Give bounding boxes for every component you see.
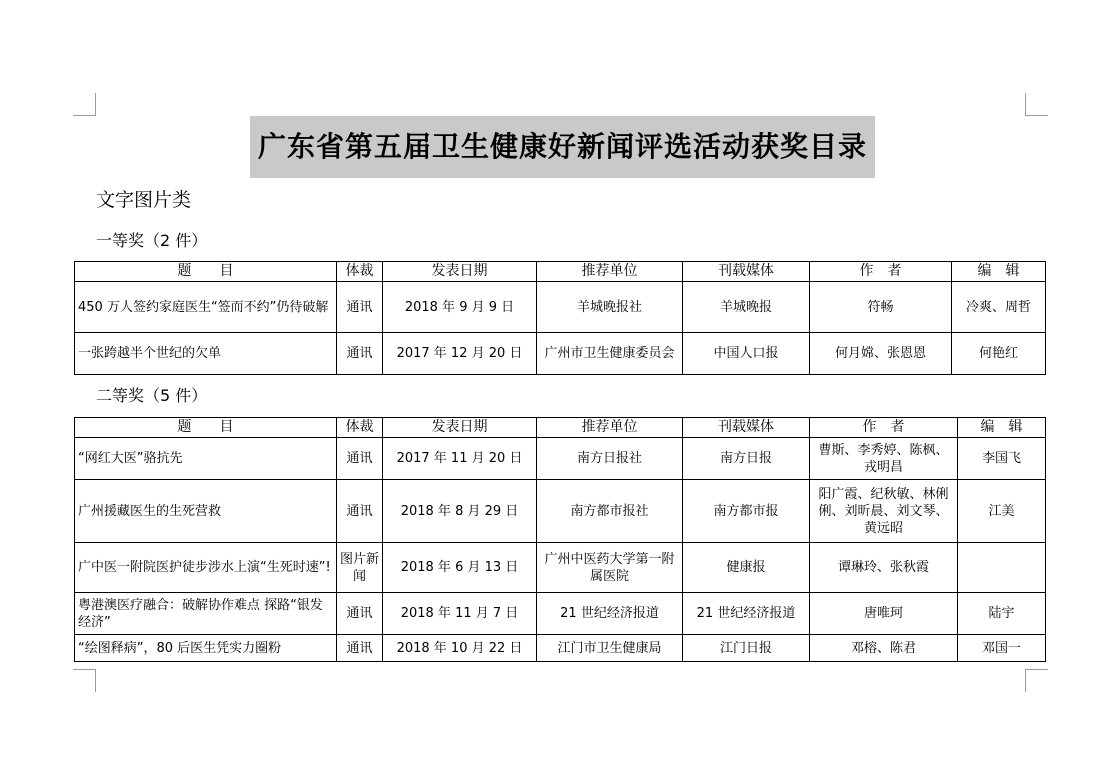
table-header-row [75,418,1046,438]
cell-unit: 广州市卫生健康委员会 [537,333,683,375]
page-corner-mark-top-left [73,93,96,116]
header-author: 作 者 [810,262,952,282]
cell-unit: 羊城晚报社 [537,282,683,333]
cell-author: 何月嫦、张恩恩 [810,333,952,375]
header-author: 作 者 [810,418,958,438]
header-editor: 编 辑 [958,418,1046,438]
header-genre: 体裁 [337,262,383,282]
cell-editor: 李国飞 [958,438,1046,480]
header-media: 刊载媒体 [683,418,810,438]
cell-media: 21 世纪经济报道 [683,593,810,635]
table-row [75,438,1046,480]
table-row [75,593,1046,635]
cell-author: 邓榕、陈君 [810,635,958,662]
header-unit: 推荐单位 [537,262,683,282]
cell-date: 2017 年 11 月 20 日 [383,438,537,480]
cell-author: 符畅 [810,282,952,333]
cell-author: 谭琳玲、张秋霞 [810,543,958,593]
cell-media: 中国人口报 [683,333,810,375]
table-row [75,333,1046,375]
cell-author: 阳广霞、纪秋敏、林俐俐、刘昕晨、刘文琴、黄远昭 [810,480,958,543]
table-row [75,543,1046,593]
cell-author: 唐唯珂 [810,593,958,635]
header-editor: 编 辑 [952,262,1046,282]
cell-date: 2018 年 8 月 29 日 [383,480,537,543]
table-row [75,282,1046,333]
cell-genre: 图片新闻 [337,543,383,593]
cell-editor: 江美 [958,480,1046,543]
header-title: 题 目 [75,418,337,438]
second-prize-heading: 二等奖（5 件） [96,386,208,405]
cell-title: 广州援藏医生的生死营救 [75,480,337,543]
cell-genre: 通讯 [337,480,383,543]
header-title: 题 目 [75,262,337,282]
cell-title: 广中医一附院医护徒步涉水上演“生死时速”! [75,543,337,593]
cell-title: 一张跨越半个世纪的欠单 [75,333,337,375]
cell-title: 粤港澳医疗融合：破解协作难点 探路“银发经济” [75,593,337,635]
second-prize-table [74,417,1046,662]
table-row [75,480,1046,543]
cell-title: 450 万人签约家庭医生“签而不约”仍待破解 [75,282,337,333]
header-date: 发表日期 [383,262,537,282]
header-date: 发表日期 [383,418,537,438]
cell-title: “网红大医”骆抗先 [75,438,337,480]
cell-unit: 广州中医药大学第一附属医院 [537,543,683,593]
cell-editor [958,543,1046,593]
header-genre: 体裁 [337,418,383,438]
cell-date: 2018 年 9 月 9 日 [383,282,537,333]
cell-unit: 21 世纪经济报道 [537,593,683,635]
cell-unit: 南方都市报社 [537,480,683,543]
cell-media: 南方日报 [683,438,810,480]
page-corner-mark-bottom-right [1025,669,1048,692]
cell-date: 2018 年 6 月 13 日 [383,543,537,593]
cell-media: 健康报 [683,543,810,593]
cell-editor: 邓国一 [958,635,1046,662]
section-heading: 文字图片类 [96,189,192,211]
first-prize-table [74,261,1046,375]
header-media: 刊载媒体 [683,262,810,282]
cell-unit: 南方日报社 [537,438,683,480]
cell-date: 2017 年 12 月 20 日 [383,333,537,375]
cell-genre: 通讯 [337,333,383,375]
page-corner-mark-bottom-left [73,669,96,692]
first-prize-heading: 一等奖（2 件） [96,231,208,250]
table-row [75,635,1046,662]
cell-title: “绘图释病”，80 后医生凭实力圈粉 [75,635,337,662]
cell-genre: 通讯 [337,438,383,480]
cell-editor: 陆宇 [958,593,1046,635]
cell-media: 南方都市报 [683,480,810,543]
cell-genre: 通讯 [337,593,383,635]
document-title: 广东省第五届卫生健康好新闻评选活动获奖目录 [250,116,875,178]
cell-genre: 通讯 [337,282,383,333]
cell-editor: 冷爽、周哲 [952,282,1046,333]
cell-date: 2018 年 11 月 7 日 [383,593,537,635]
cell-author: 曹斯、李秀婷、陈枫、戎明昌 [810,438,958,480]
cell-unit: 江门市卫生健康局 [537,635,683,662]
cell-genre: 通讯 [337,635,383,662]
page-corner-mark-top-right [1025,93,1048,116]
cell-media: 江门日报 [683,635,810,662]
cell-date: 2018 年 10 月 22 日 [383,635,537,662]
cell-media: 羊城晚报 [683,282,810,333]
table-header-row [75,262,1046,282]
header-unit: 推荐单位 [537,418,683,438]
cell-editor: 何艳红 [952,333,1046,375]
